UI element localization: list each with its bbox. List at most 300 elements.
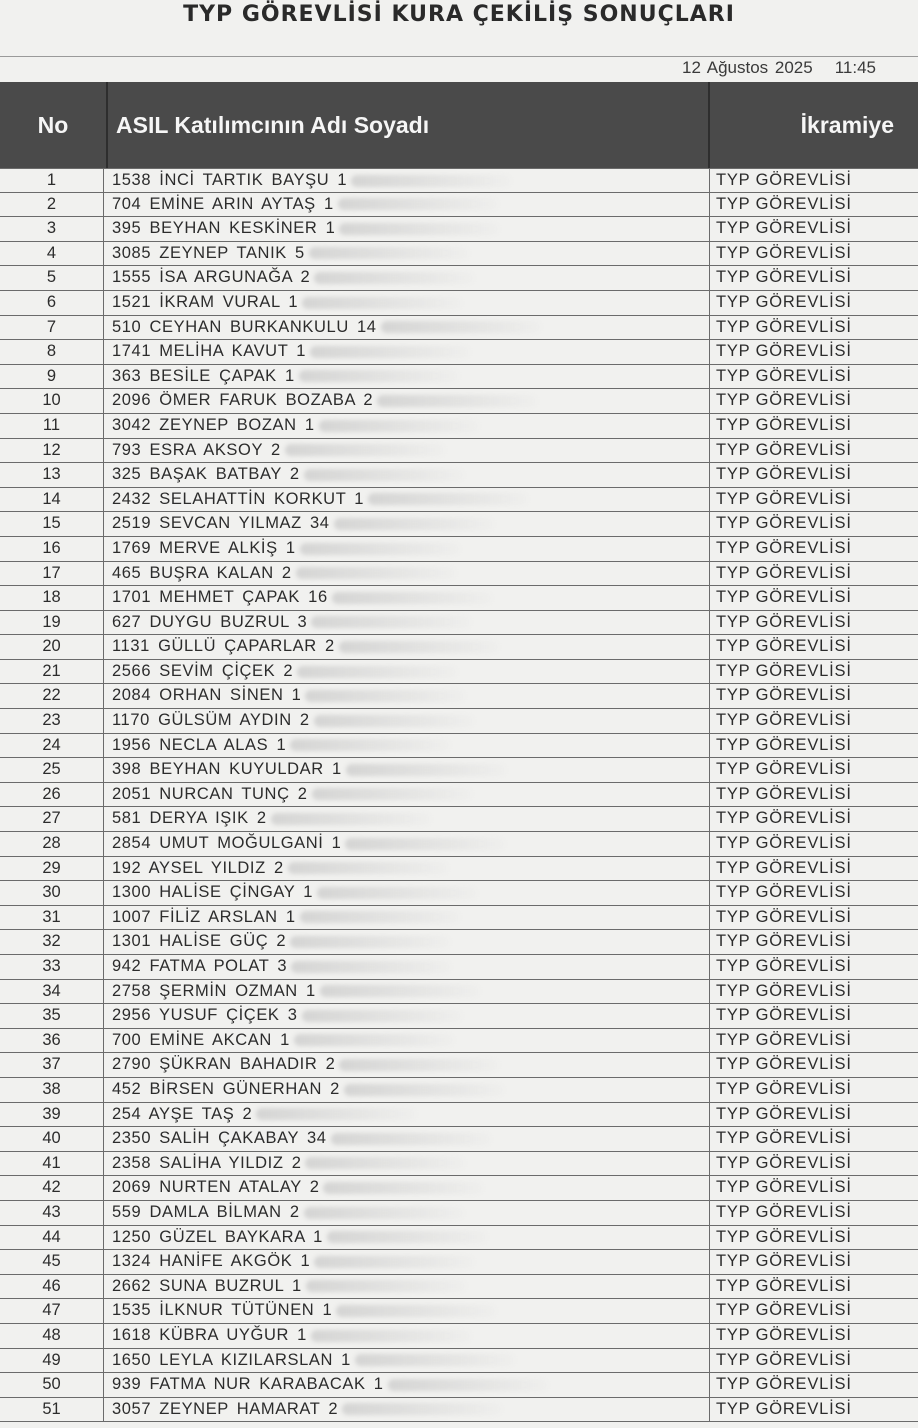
table-row [0,832,918,857]
redaction-blur [271,813,431,825]
participant-name: 1170 GÜLSÜM AYDIN 2 [112,711,310,730]
participant-cell [104,857,710,881]
row-number: 28 [0,832,104,856]
redaction-blur [290,739,450,751]
prize-cell: TYP GÖREVLİSİ [716,809,852,828]
table-row [0,168,918,193]
participant-name: 1741 MELİHA KAVUT 1 [112,342,307,361]
table-row [0,562,918,587]
row-number: 19 [0,611,104,635]
row-number: 21 [0,660,104,684]
participant-cell [104,930,710,954]
redaction-blur [285,444,445,456]
row-number: 16 [0,537,104,561]
participant-name: 942 FATMA POLAT 3 [112,957,288,975]
table-row [0,684,918,709]
header-prize: İkramiye [800,111,894,138]
participant-name: 2956 YUSUF ÇİÇEK 3 [112,1006,298,1025]
row-number: 6 [0,291,104,315]
prize-cell: TYP GÖREVLİSİ [716,342,852,361]
row-number: 49 [0,1349,104,1373]
prize-cell: TYP GÖREVLİSİ [716,1276,852,1295]
prize-cell: TYP GÖREVLİSİ [716,292,852,311]
row-number: 23 [0,709,104,733]
table-row [0,217,918,242]
table-row [0,1226,918,1251]
date-stamp [682,57,876,79]
table-row [0,193,918,218]
table-row [0,1004,918,1029]
row-number: 3 [0,217,104,241]
participant-name: 3057 ZEYNEP HAMARAT 2 [112,1399,339,1418]
row-number: 15 [0,512,104,536]
participant-name: 2084 ORHAN SİNEN 1 [112,686,302,705]
prize-cell: TYP GÖREVLİSİ [716,883,852,902]
participant-cell [104,562,710,586]
participant-cell [104,684,710,708]
participant-cell [104,1176,710,1200]
participant-name: 2350 SALİH ÇAKABAY 34 [112,1129,327,1148]
table-row [0,340,918,365]
table-row [0,1127,918,1152]
participant-name: 1007 FİLİZ ARSLAN 1 [112,907,296,926]
participant-cell [104,439,710,463]
prize-cell: TYP GÖREVLİSİ [716,637,852,656]
table-row [0,881,918,906]
participant-cell [104,1373,710,1397]
prize-cell: TYP GÖREVLİSİ [716,366,852,385]
row-number: 33 [0,955,104,979]
participant-cell [104,266,710,290]
redaction-blur [332,592,492,604]
table-row [0,1053,918,1078]
row-number: 27 [0,807,104,831]
table-row [0,463,918,488]
row-number: 17 [0,562,104,586]
table-row [0,906,918,931]
participant-cell [104,906,710,930]
prize-cell: TYP GÖREVLİSİ [716,194,852,213]
redaction-blur [342,1403,502,1415]
prize-cell: TYP GÖREVLİSİ [716,1252,852,1271]
table-row [0,586,918,611]
prize-cell: TYP GÖREVLİSİ [716,932,852,951]
row-number: 1 [0,169,104,192]
participant-cell [104,463,710,487]
prize-cell: TYP GÖREVLİSİ [716,1227,852,1246]
participant-name: 1324 HANİFE AKGÖK 1 [112,1252,311,1271]
table-header [0,82,918,168]
prize-cell: TYP GÖREVLİSİ [716,465,852,484]
participant-name: 2662 SUNA BUZRUL 1 [112,1276,302,1295]
table-row [0,635,918,660]
participant-name: 704 EMİNE ARIN AYTAŞ 1 [112,194,334,213]
participant-name: 510 CEYHAN BURKANKULU 14 [112,317,377,336]
table-row [0,389,918,414]
participant-cell [104,709,710,733]
participant-name: 1701 MEHMET ÇAPAK 16 [112,588,328,607]
prize-cell: TYP GÖREVLİSİ [716,1178,852,1197]
participant-name: 192 AYSEL YILDIZ 2 [112,858,284,877]
table-row [0,857,918,882]
participant-name: 254 AYŞE TAŞ 2 [112,1104,253,1123]
row-number: 39 [0,1103,104,1127]
participant-cell [104,1226,710,1250]
participant-cell [104,537,710,561]
participant-cell [104,1250,710,1274]
redaction-blur [311,1330,471,1342]
participant-name: 1538 İNCİ TARTIK BAYŞU 1 [112,171,348,189]
participant-cell [104,1398,710,1422]
participant-name: 793 ESRA AKSOY 2 [112,440,281,459]
redaction-blur [327,1231,487,1243]
participant-cell [104,1349,710,1373]
participant-cell [104,980,710,1004]
redaction-blur [256,1108,416,1120]
row-number: 37 [0,1053,104,1077]
participant-cell [104,414,710,438]
participant-cell [104,1201,710,1225]
prize-cell: TYP GÖREVLİSİ [716,219,852,238]
row-number: 29 [0,857,104,881]
prize-cell: TYP GÖREVLİSİ [716,858,852,877]
prize-cell: TYP GÖREVLİSİ [716,1030,852,1049]
prize-cell: TYP GÖREVLİSİ [716,760,852,779]
redaction-blur [312,788,472,800]
row-number: 18 [0,586,104,610]
table-row [0,611,918,636]
table-row [0,758,918,783]
table-row [0,1250,918,1275]
row-number: 9 [0,365,104,389]
participant-cell [104,242,710,266]
participant-name: 559 DAMLA BİLMAN 2 [112,1202,300,1221]
redaction-blur [334,518,494,530]
redaction-blur [381,321,541,333]
prize-cell: TYP GÖREVLİSİ [716,243,852,262]
row-number: 40 [0,1127,104,1151]
participant-name: 2566 SEVİM ÇİÇEK 2 [112,661,294,680]
row-number: 25 [0,758,104,782]
participant-cell [104,488,710,512]
prize-cell: TYP GÖREVLİSİ [716,661,852,680]
table-row [0,1398,918,1423]
participant-name: 3085 ZEYNEP TANIK 5 [112,243,305,262]
redaction-blur [320,985,480,997]
row-number: 44 [0,1226,104,1250]
prize-cell: TYP GÖREVLİSİ [716,1079,852,1098]
prize-cell: TYP GÖREVLİSİ [716,735,852,754]
table-row [0,316,918,341]
redaction-blur [306,1280,466,1292]
redaction-blur [388,1379,548,1391]
row-number: 34 [0,980,104,1004]
prize-cell: TYP GÖREVLİSİ [716,686,852,705]
redaction-blur [302,297,462,309]
participant-cell [104,660,710,684]
redaction-blur [304,469,464,481]
redaction-blur [344,1084,504,1096]
participant-cell [104,1152,710,1176]
redaction-blur [299,370,459,382]
participant-cell [104,783,710,807]
row-number: 38 [0,1078,104,1102]
row-number: 13 [0,463,104,487]
prize-cell: TYP GÖREVLİSİ [716,1375,852,1394]
participant-name: 2432 SELAHATTİN KORKUT 1 [112,489,365,508]
participant-name: 1250 GÜZEL BAYKARA 1 [112,1227,323,1246]
redaction-blur [291,961,451,973]
participant-name: 1535 İLKNUR TÜTÜNEN 1 [112,1301,333,1320]
participant-name: 1555 İSA ARGUNAĞA 2 [112,268,311,287]
row-number: 46 [0,1275,104,1299]
redaction-blur [339,223,499,235]
table-row [0,1299,918,1324]
participant-name: 2051 NURCAN TUNÇ 2 [112,784,308,803]
table-row [0,1324,918,1349]
row-number: 31 [0,906,104,930]
table-row [0,291,918,316]
participant-cell [104,832,710,856]
prize-cell: TYP GÖREVLİSİ [716,907,852,926]
redaction-blur [300,911,460,923]
row-number: 35 [0,1004,104,1028]
redaction-blur [351,175,511,187]
row-number: 4 [0,242,104,266]
redaction-blur [288,862,448,874]
row-number: 47 [0,1299,104,1323]
participant-cell [104,1103,710,1127]
participant-name: 325 BAŞAK BATBAY 2 [112,465,300,484]
prize-cell: TYP GÖREVLİSİ [716,588,852,607]
prize-cell: TYP GÖREVLİSİ [716,440,852,459]
participant-name: 1301 HALİSE GÜÇ 2 [112,932,287,951]
row-number: 20 [0,635,104,659]
table-row [0,512,918,537]
table-row [0,807,918,832]
prize-cell: TYP GÖREVLİSİ [716,1399,852,1418]
participant-cell [104,734,710,758]
participant-name: 1521 İKRAM VURAL 1 [112,292,299,311]
row-number: 5 [0,266,104,290]
row-number: 42 [0,1176,104,1200]
participant-cell [104,217,710,241]
participant-cell [104,1004,710,1028]
participant-cell [104,512,710,536]
prize-cell: TYP GÖREVLİSİ [716,834,852,853]
redaction-blur [331,1133,491,1145]
participant-cell [104,1053,710,1077]
table-row [0,980,918,1005]
redaction-blur [346,764,506,776]
redaction-blur [339,1059,499,1071]
redaction-blur [311,616,471,628]
table-row [0,955,918,980]
row-number: 30 [0,881,104,905]
redaction-blur [297,666,457,678]
header-name: ASIL Katılımcının Adı Soyadı [108,82,710,168]
redaction-blur [319,420,479,432]
participant-cell [104,389,710,413]
participant-name: 1300 HALİSE ÇİNGAY 1 [112,883,314,902]
table-row [0,1373,918,1398]
redaction-blur [296,567,456,579]
document-title: TYP GÖREVLİSİ KURA ÇEKİLİŞ SONUÇLARI [183,2,735,27]
participant-name: 581 DERYA IŞIK 2 [112,809,267,828]
participant-name: 2790 ŞÜKRAN BAHADIR 2 [112,1055,336,1074]
participant-cell [104,340,710,364]
participant-cell [104,1275,710,1299]
table-row [0,660,918,685]
row-number: 7 [0,316,104,340]
row-number: 51 [0,1398,104,1422]
prize-cell: TYP GÖREVLİSİ [716,784,852,803]
row-number: 48 [0,1324,104,1348]
participant-name: 398 BEYHAN KUYULDAR 1 [112,760,342,779]
participant-name: 627 DUYGU BUZRUL 3 [112,612,308,631]
date-row [0,56,918,81]
participant-cell [104,635,710,659]
participant-cell [104,758,710,782]
redaction-blur [345,838,505,850]
table-row [0,1176,918,1201]
participant-cell [104,1127,710,1151]
table-row [0,1078,918,1103]
participant-cell [104,316,710,340]
participant-name: 2096 ÖMER FARUK BOZABA 2 [112,391,374,410]
table-row [0,1029,918,1054]
prize-cell: TYP GÖREVLİSİ [716,489,852,508]
redaction-blur [294,1034,454,1046]
participant-name: 2758 ŞERMİN OZMAN 1 [112,981,316,1000]
table-row [0,266,918,291]
redaction-blur [339,641,499,653]
table-row [0,734,918,759]
participant-cell [104,365,710,389]
row-number: 2 [0,193,104,217]
redaction-blur [314,1256,474,1268]
redaction-blur [314,272,474,284]
prize-cell: TYP GÖREVLİSİ [716,563,852,582]
table-body [0,168,918,1422]
participant-cell [104,291,710,315]
participant-cell [104,586,710,610]
table-row [0,365,918,390]
row-number: 14 [0,488,104,512]
participant-cell [104,955,710,979]
prize-cell: TYP GÖREVLİSİ [716,171,852,189]
prize-cell: TYP GÖREVLİSİ [716,514,852,533]
row-number: 11 [0,414,104,438]
redaction-blur [323,1182,483,1194]
participant-name: 1769 MERVE ALKİŞ 1 [112,538,296,557]
prize-cell: TYP GÖREVLİSİ [716,1202,852,1221]
row-number: 32 [0,930,104,954]
prize-cell: TYP GÖREVLİSİ [716,268,852,287]
participant-name: 2358 SALİHA YILDIZ 2 [112,1153,302,1172]
prize-cell: TYP GÖREVLİSİ [716,1301,852,1320]
row-number: 12 [0,439,104,463]
participant-cell [104,611,710,635]
prize-cell: TYP GÖREVLİSİ [716,1129,852,1148]
table-row [0,1152,918,1177]
participant-cell [104,1324,710,1348]
participant-cell [104,1078,710,1102]
redaction-blur [305,1157,465,1169]
redaction-blur [368,493,528,505]
table-row [0,1103,918,1128]
row-number: 41 [0,1152,104,1176]
redaction-blur [305,690,465,702]
participant-name: 2069 NURTEN ATALAY 2 [112,1178,320,1197]
prize-cell: TYP GÖREVLİSİ [716,1325,852,1344]
participant-cell [104,169,710,192]
prize-cell: TYP GÖREVLİSİ [716,317,852,336]
table-row [0,783,918,808]
table-row [0,709,918,734]
prize-cell: TYP GÖREVLİSİ [716,1104,852,1123]
row-number: 8 [0,340,104,364]
table-row [0,488,918,513]
prize-cell: TYP GÖREVLİSİ [716,391,852,410]
redaction-blur [355,1354,515,1366]
row-number: 26 [0,783,104,807]
participant-name: 363 BESİLE ÇAPAK 1 [112,366,295,385]
row-number: 36 [0,1029,104,1053]
table-row [0,1275,918,1300]
participant-name: 1618 KÜBRA UYĞUR 1 [112,1325,307,1344]
date-value: 12 Ağustos 2025 [682,58,813,77]
table-row [0,242,918,267]
prize-cell: TYP GÖREVLİSİ [716,1153,852,1172]
redaction-blur [338,198,498,210]
prize-cell: TYP GÖREVLİSİ [716,1006,852,1025]
table-row [0,930,918,955]
redaction-blur [304,1207,464,1219]
prize-cell: TYP GÖREVLİSİ [716,1350,852,1369]
participant-name: 939 FATMA NUR KARABACAK 1 [112,1375,384,1394]
prize-cell: TYP GÖREVLİSİ [716,612,852,631]
participant-name: 465 BUŞRA KALAN 2 [112,563,292,582]
participant-cell [104,807,710,831]
redaction-blur [317,887,477,899]
row-number: 24 [0,734,104,758]
time-value: 11:45 [834,58,876,77]
redaction-blur [336,1305,496,1317]
prize-cell: TYP GÖREVLİSİ [716,538,852,557]
row-number: 22 [0,684,104,708]
table-row [0,414,918,439]
redaction-blur [302,1010,462,1022]
prize-cell: TYP GÖREVLİSİ [716,415,852,434]
participant-name: 2854 UMUT MOĞULGANİ 1 [112,834,342,853]
table-row [0,537,918,562]
prize-cell: TYP GÖREVLİSİ [716,1055,852,1074]
row-number: 43 [0,1201,104,1225]
redaction-blur [290,936,450,948]
participant-cell [104,193,710,217]
header-no: No [0,82,108,168]
participant-cell [104,1299,710,1323]
participant-name: 452 BİRSEN GÜNERHAN 2 [112,1079,340,1098]
redaction-blur [310,346,470,358]
table-row [0,1349,918,1374]
participant-name: 700 EMİNE AKCAN 1 [112,1030,290,1049]
participant-name: 3042 ZEYNEP BOZAN 1 [112,415,315,434]
participant-cell [104,881,710,905]
row-number: 50 [0,1373,104,1397]
redaction-blur [300,543,460,555]
